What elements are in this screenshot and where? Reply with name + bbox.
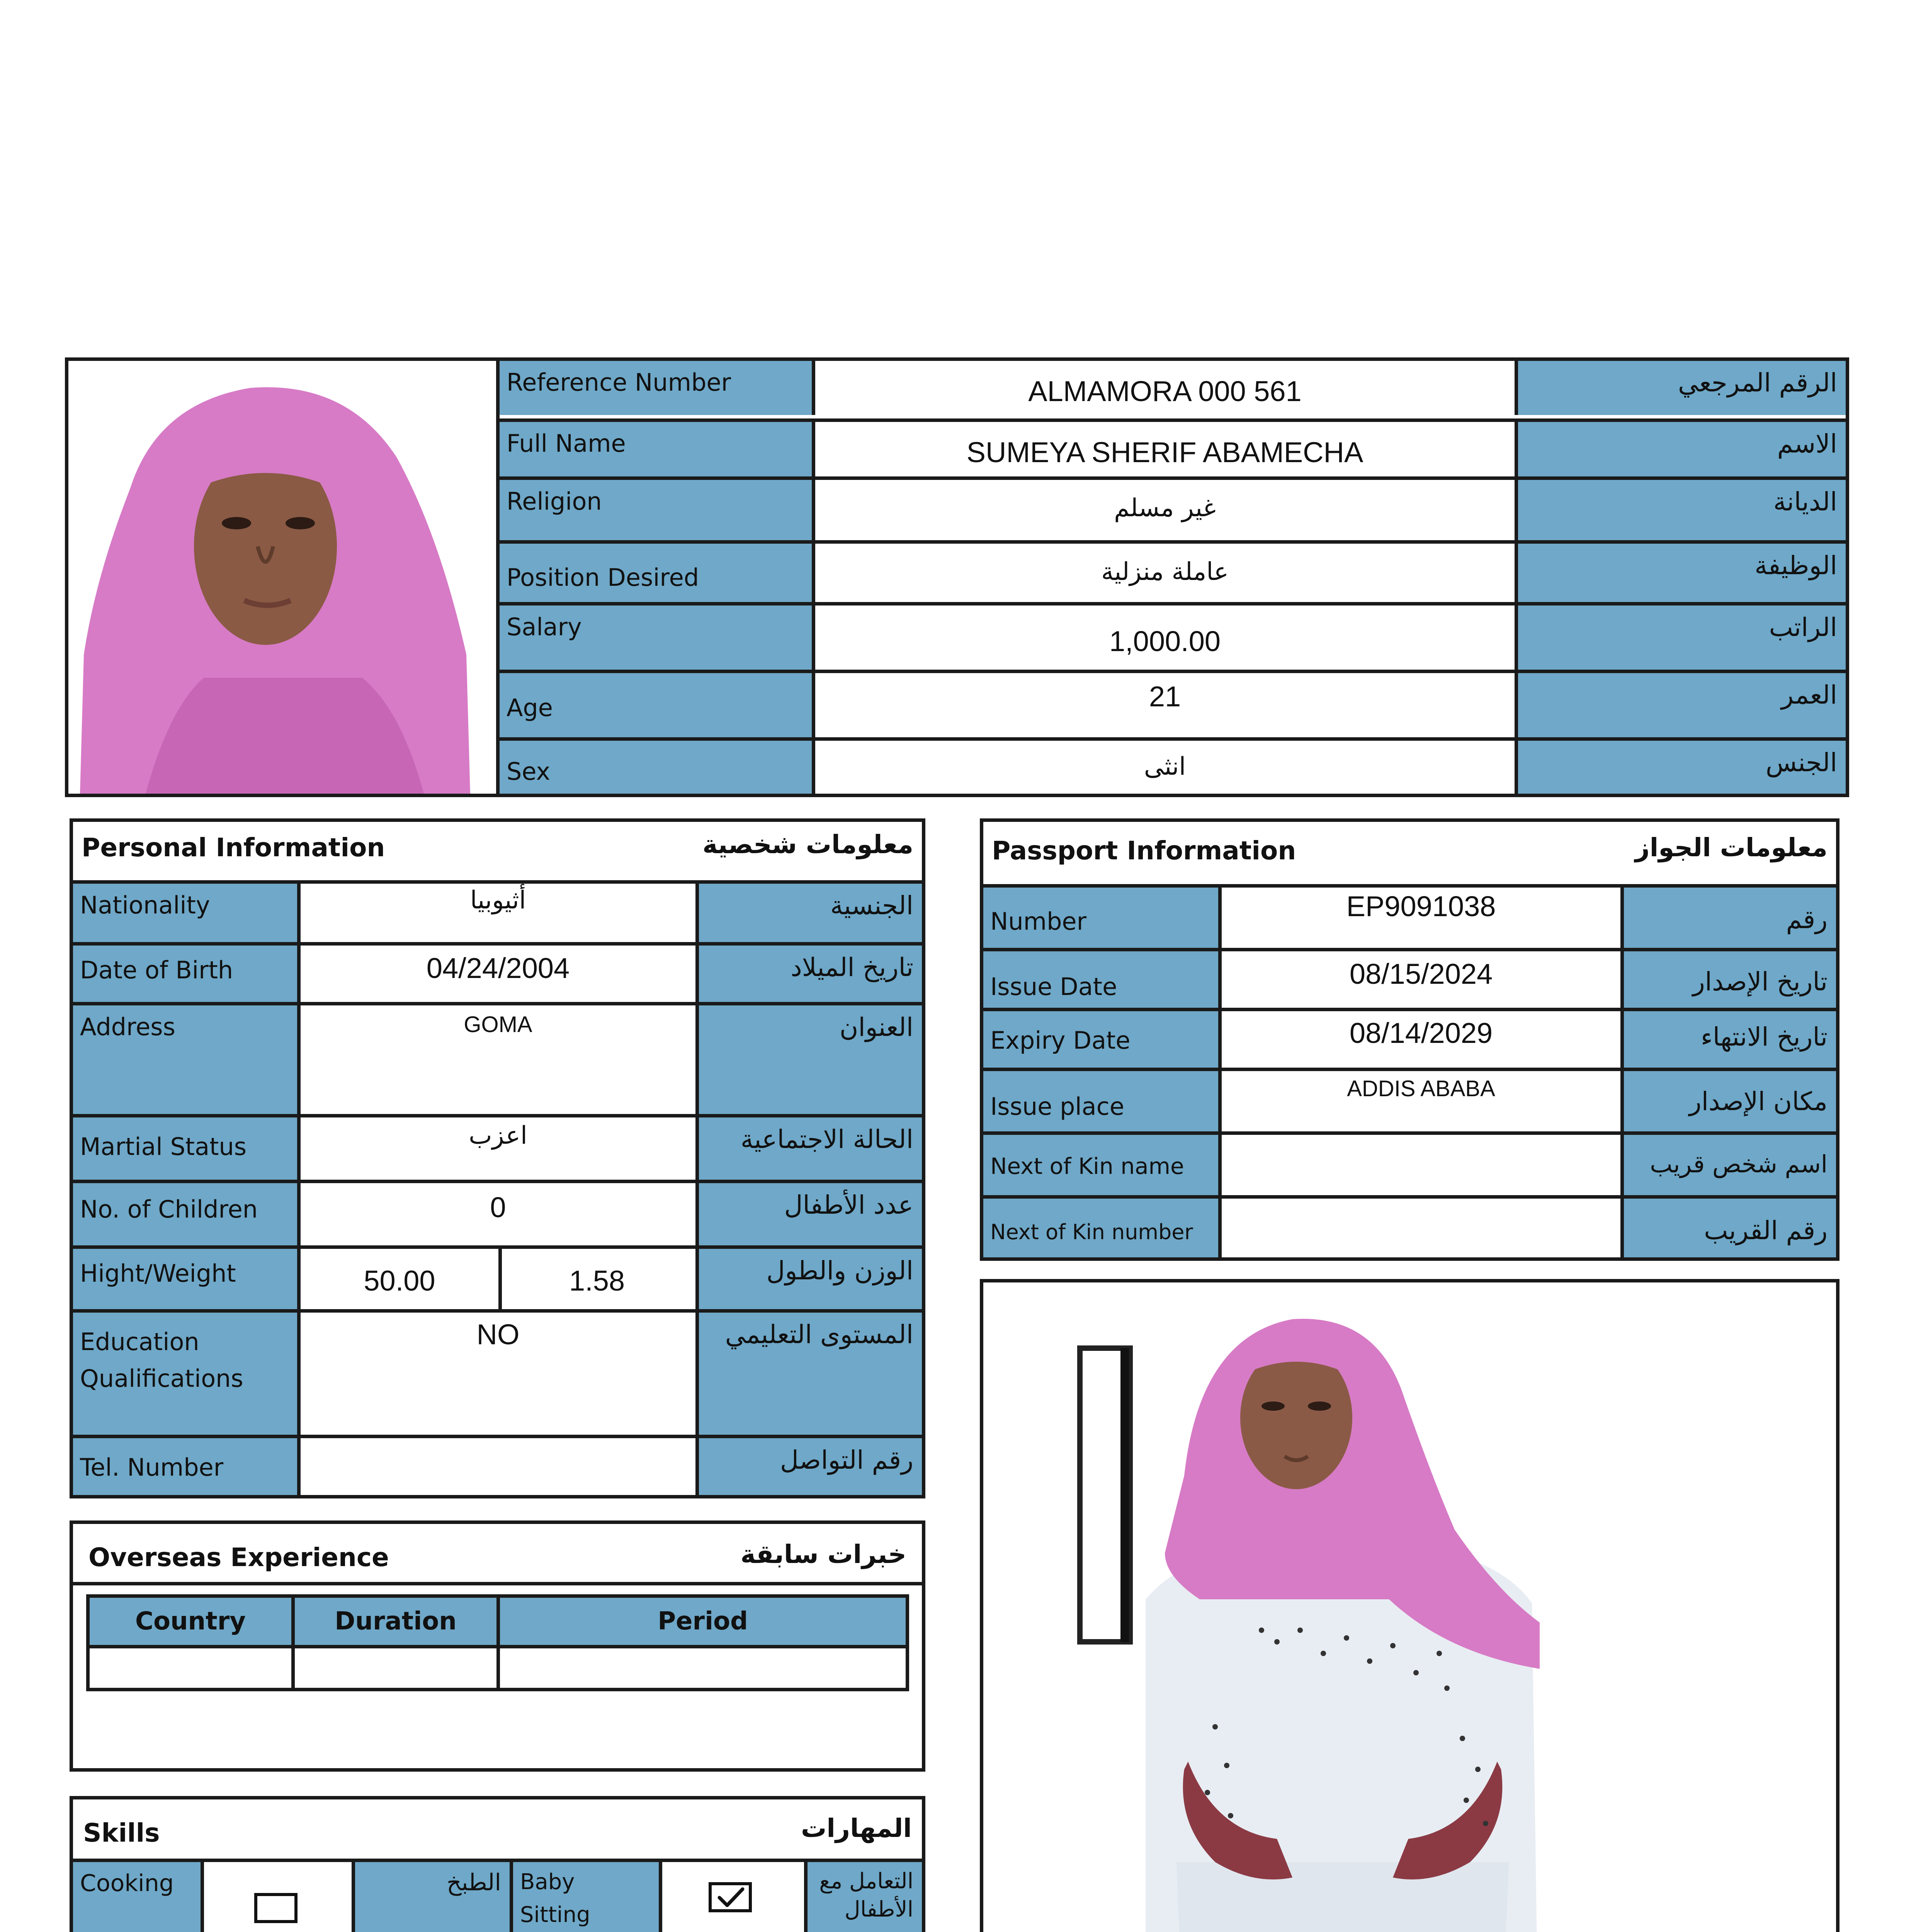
baby-sitting-checkbox-cell (659, 1862, 808, 1932)
children-label-ar: عدد الأطفال (699, 1180, 922, 1245)
position-desired-label-ar: الوظيفة (1518, 540, 1846, 602)
education-label-line2: Qualifications (80, 1364, 243, 1393)
skills-title: Skills (83, 1818, 160, 1848)
education-label-line1: Education (80, 1328, 199, 1356)
overseas-period-cell (498, 1647, 908, 1690)
salary-label-ar: الراتب (1518, 602, 1846, 670)
height-weight-label-ar: الوزن والطول (699, 1245, 922, 1309)
passport-information-title-ar: معلومات الجواز (1635, 833, 1828, 862)
next-of-kin-name-label-ar: اسم شخص قريب (1624, 1131, 1836, 1195)
education-label-ar: المستوى التعليمي (699, 1309, 922, 1435)
passport-number-label-ar: رقم (1624, 888, 1836, 948)
next-of-kin-number-value (1218, 1195, 1624, 1257)
salary-value: 1,000.00 (812, 602, 1518, 670)
passport-number-value: EP9091038 (1218, 888, 1624, 948)
nationality-value: أثيوبيا (297, 884, 699, 942)
salary-label: Salary (500, 602, 812, 670)
checkmark-icon (717, 1887, 745, 1908)
issue-place-value: ADDIS ABABA (1218, 1068, 1624, 1131)
table-row (88, 1647, 908, 1690)
baby-sitting-label (510, 1862, 659, 1932)
date-of-birth-label: Date of Birth (73, 942, 297, 1002)
height-value: 1.58 (498, 1245, 699, 1309)
children-value: 0 (297, 1180, 699, 1245)
religion-label: Religion (500, 476, 812, 540)
next-of-kin-name-label: Next of Kin name (983, 1131, 1218, 1195)
expiry-date-label-ar: تاريخ الانتهاء (1624, 1008, 1836, 1068)
cooking-label: Cooking (73, 1862, 201, 1932)
reference-number-label-ar: الرقم المرجعي (1518, 361, 1846, 415)
personal-information-rows (70, 880, 925, 1498)
height-weight-label: Hight/Weight (73, 1245, 297, 1309)
next-of-kin-number-label-ar: رقم القريب (1624, 1195, 1836, 1257)
passport-number-label: Number (983, 888, 1218, 948)
next-of-kin-name-value (1218, 1131, 1624, 1195)
sex-label-ar: الجنس (1518, 737, 1846, 794)
nationality-label: Nationality (73, 884, 297, 942)
cooking-checkbox[interactable] (254, 1893, 298, 1923)
baby-sitting-label-line1: Baby (520, 1869, 575, 1895)
date-of-birth-value: 04/24/2004 (297, 942, 699, 1002)
cooking-checkbox-cell (201, 1862, 355, 1932)
full-name-label: Full Name (500, 418, 812, 476)
skills-title-ar: المهارات (801, 1813, 912, 1843)
baby-sitting-label-line2: Sitting (520, 1902, 590, 1927)
overseas-experience-section (70, 1520, 925, 1772)
sex-label: Sex (500, 737, 812, 794)
passport-information-title: Passport Information (992, 836, 1296, 866)
age-label-ar: العمر (1518, 670, 1846, 737)
full-body-photo-image (983, 1282, 1836, 1932)
full-name-label-ar: الاسم (1518, 418, 1846, 476)
baby-sitting-label-ar-line1: التعامل مع (819, 1869, 913, 1894)
tel-number-label-ar: رقم التواصل (699, 1435, 922, 1495)
top-info-rows (496, 357, 1849, 797)
tel-number-label: Tel. Number (73, 1435, 297, 1495)
next-of-kin-number-label: Next of Kin number (983, 1195, 1218, 1257)
religion-value: غير مسلم (812, 476, 1518, 540)
reference-number-value: ALMAMORA 000 561 (812, 361, 1518, 415)
age-label: Age (500, 670, 812, 737)
overseas-column-header: Period (498, 1596, 908, 1647)
overseas-experience-title: Overseas Experience (88, 1543, 389, 1572)
passport-information-rows (980, 884, 1839, 1261)
sex-value: انثى (812, 737, 1518, 794)
baby-sitting-checkbox[interactable] (709, 1882, 752, 1912)
overseas-country-cell (88, 1647, 293, 1690)
position-desired-label: Position Desired (500, 540, 812, 602)
baby-sitting-label-ar-line2: الأطفال (844, 1896, 913, 1922)
portrait-photo-image (68, 361, 496, 794)
position-desired-value: عاملة منزلية (812, 540, 1518, 602)
overseas-experience-table (86, 1594, 909, 1691)
expiry-date-value: 08/14/2029 (1218, 1008, 1624, 1068)
full-name-value: SUMEYA SHERIF ABAMECHA (812, 418, 1518, 476)
overseas-experience-title-ar: خبرات سابقة (740, 1539, 906, 1569)
address-label-ar: العنوان (699, 1002, 922, 1114)
issue-place-label: Issue place (983, 1068, 1218, 1131)
cooking-label-ar: الطبخ (355, 1862, 510, 1932)
personal-information-title-ar: معلومات شخصية (702, 830, 913, 859)
reference-number-label: Reference Number (500, 361, 812, 415)
overseas-column-header: Country (88, 1596, 293, 1647)
age-value: 21 (812, 670, 1518, 737)
marital-status-value: اعزب (297, 1114, 699, 1180)
nationality-label-ar: الجنسية (699, 884, 922, 942)
address-label: Address (73, 1002, 297, 1114)
tel-number-value (297, 1435, 699, 1495)
issue-date-value: 08/15/2024 (1218, 948, 1624, 1008)
children-label: No. of Children (73, 1180, 297, 1245)
expiry-date-label: Expiry Date (983, 1008, 1218, 1068)
education-value: NO (297, 1309, 699, 1435)
marital-status-label-ar: الحالة الاجتماعية (699, 1114, 922, 1180)
skills-grid (70, 1859, 925, 1932)
issue-place-label-ar: مكان الإصدار (1624, 1068, 1836, 1131)
date-of-birth-label-ar: تاريخ الميلاد (699, 942, 922, 1002)
religion-label-ar: الديانة (1518, 476, 1846, 540)
portrait-photo (65, 357, 500, 797)
baby-sitting-label-ar (808, 1862, 922, 1932)
education-label (73, 1309, 297, 1435)
address-value: GOMA (297, 1002, 699, 1114)
overseas-column-header: Duration (293, 1596, 498, 1647)
issue-date-label: Issue Date (983, 948, 1218, 1008)
overseas-duration-cell (293, 1647, 498, 1690)
personal-information-title: Personal Information (82, 833, 385, 862)
weight-value: 50.00 (297, 1245, 502, 1309)
marital-status-label: Martial Status (73, 1114, 297, 1180)
full-body-photo (980, 1279, 1839, 1932)
issue-date-label-ar: تاريخ الإصدار (1624, 948, 1836, 1008)
